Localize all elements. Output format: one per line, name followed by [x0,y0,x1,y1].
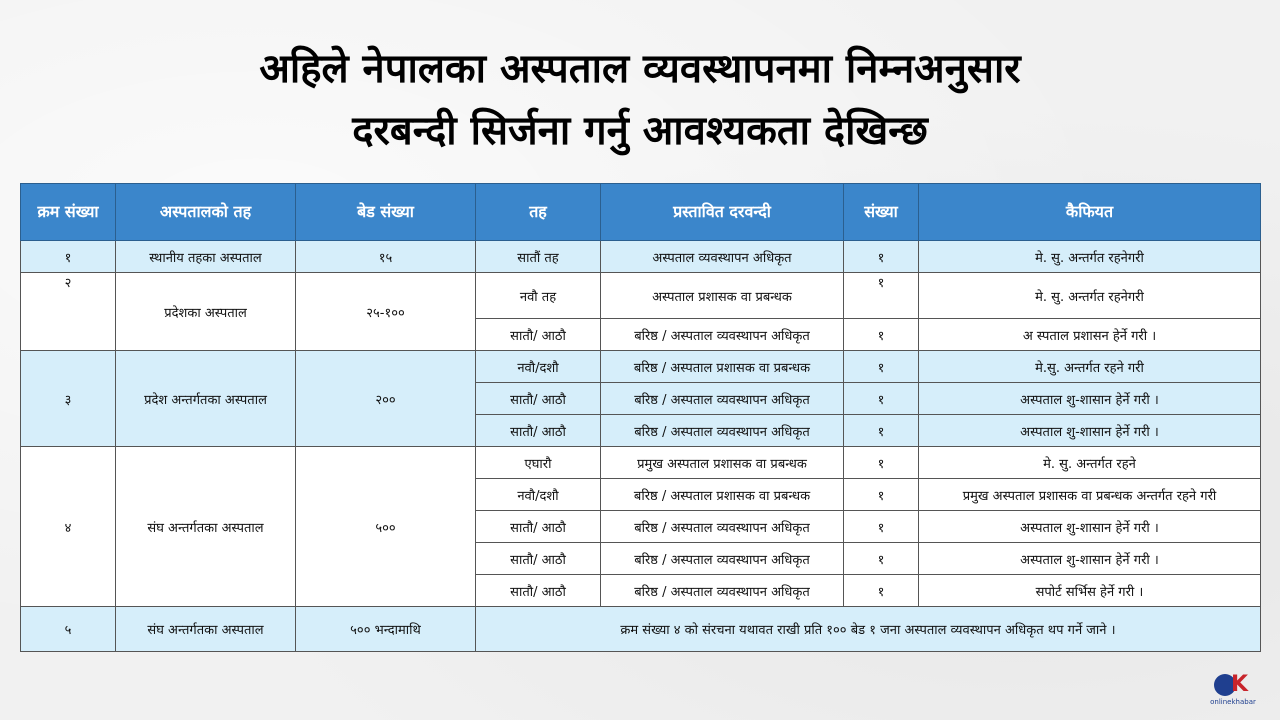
cell-count: १ [844,383,919,415]
cell-post: अस्पताल व्यवस्थापन अधिकृत [601,241,844,273]
title-line-1: अहिले नेपालका अस्पताल व्यवस्थापनमा निम्नअनुसार [259,46,1021,92]
table-row [21,447,1261,479]
cell-note: क्रम संख्या ४ को संरचना यथावत राखी प्रति १०० बेड १ जना अस्पताल व्यवस्थापन अधिकृत थप गर्ने जाने । [476,607,1261,652]
cell-count: १ [844,415,919,447]
cell-post: बरिष्ठ / अस्पताल प्रशासक वा प्रबन्धक [601,351,844,383]
cell-remarks: प्रमुख अस्पताल प्रशासक वा प्रबन्धक अन्तर्गत रहने गरी [919,479,1261,511]
cell-count: १ [844,511,919,543]
cell-count: १ [844,319,919,351]
cell-post: अस्पताल प्रशासक वा प्रबन्धक [601,273,844,319]
cell-remarks: अस्पताल शु-शासान हेर्ने गरी । [919,383,1261,415]
cell-sn: ३ [21,351,116,447]
header-remarks: कैफियत [919,184,1261,241]
cell-sn: १ [21,241,116,273]
cell-level: नवौ/दशौ [476,351,601,383]
cell-remarks: मे. सु. अन्तर्गत रहनेगरी [919,273,1261,319]
header-count: संख्या [844,184,919,241]
cell-count: १ [844,543,919,575]
page-title [0,38,1280,162]
cell-sn: ५ [21,607,116,652]
cell-level: सातौ/ आठौ [476,415,601,447]
header-sn: क्रम संख्या [21,184,116,241]
cell-beds: ५०० [296,447,476,607]
cell-level: सातौ/ आठौ [476,383,601,415]
cell-sn: २ [21,273,116,351]
cell-remarks: अस्पताल शु-शासान हेर्ने गरी । [919,511,1261,543]
cell-post: बरिष्ठ / अस्पताल व्यवस्थापन अधिकृत [601,543,844,575]
cell-remarks: अ स्पताल प्रशासन हेर्ने गरी । [919,319,1261,351]
logo-k-icon: K [1231,672,1249,697]
cell-level: सातौ/ आठौ [476,511,601,543]
cell-post: बरिष्ठ / अस्पताल व्यवस्थापन अधिकृत [601,383,844,415]
cell-beds: २०० [296,351,476,447]
cell-post: बरिष्ठ / अस्पताल व्यवस्थापन अधिकृत [601,319,844,351]
cell-count: १ [844,273,919,319]
cell-remarks: मे. सु. अन्तर्गत रहने [919,447,1261,479]
cell-count: १ [844,351,919,383]
cell-post: प्रमुख अस्पताल प्रशासक वा प्रबन्धक [601,447,844,479]
cell-level: नवौ तह [476,273,601,319]
header-proposed-post: प्रस्तावित दरवन्दी [601,184,844,241]
table-row [21,607,1261,652]
cell-remarks: सपोर्ट सर्भिस हेर्ने गरी । [919,575,1261,607]
cell-hospital: प्रदेश अन्तर्गतका अस्पताल [116,351,296,447]
cell-count: १ [844,241,919,273]
cell-count: १ [844,575,919,607]
cell-level: नवौ/दशौ [476,479,601,511]
table-row [21,241,1261,273]
table-row [21,273,1261,319]
cell-level: सातौ/ आठौ [476,319,601,351]
cell-remarks: मे.सु. अन्तर्गत रहने गरी [919,351,1261,383]
cell-hospital: स्थानीय तहका अस्पताल [116,241,296,273]
cell-beds: २५-१०० [296,273,476,351]
cell-post: बरिष्ठ / अस्पताल व्यवस्थापन अधिकृत [601,511,844,543]
logo-text: onlinekhabar [1210,698,1256,706]
table-header-row [21,184,1261,241]
title-line-2: दरबन्दी सिर्जना गर्नु आवश्यकता देखिन्छ [352,108,928,154]
header-hospital-level: अस्पतालको तह [116,184,296,241]
cell-count: १ [844,447,919,479]
staffing-table [20,183,1261,652]
cell-level: एघारौ [476,447,601,479]
cell-post: बरिष्ठ / अस्पताल प्रशासक वा प्रबन्धक [601,479,844,511]
cell-count: १ [844,479,919,511]
cell-remarks: मे. सु. अन्तर्गत रहनेगरी [919,241,1261,273]
header-beds: बेड संख्या [296,184,476,241]
cell-post: बरिष्ठ / अस्पताल व्यवस्थापन अधिकृत [601,575,844,607]
cell-level: सातौ/ आठौ [476,543,601,575]
cell-post: बरिष्ठ / अस्पताल व्यवस्थापन अधिकृत [601,415,844,447]
cell-remarks: अस्पताल शु-शासान हेर्ने गरी । [919,543,1261,575]
cell-hospital: संघ अन्तर्गतका अस्पताल [116,607,296,652]
header-level: तह [476,184,601,241]
cell-sn: ४ [21,447,116,607]
cell-hospital: संघ अन्तर्गतका अस्पताल [116,447,296,607]
cell-beds: १५ [296,241,476,273]
onlinekhabar-logo [1210,672,1256,710]
table-row [21,351,1261,383]
cell-remarks: अस्पताल शु-शासान हेर्ने गरी । [919,415,1261,447]
cell-level: सातौ/ आठौ [476,575,601,607]
cell-level: सातौं तह [476,241,601,273]
cell-hospital: प्रदेशका अस्पताल [116,273,296,351]
cell-beds: ५०० भन्दामाथि [296,607,476,652]
